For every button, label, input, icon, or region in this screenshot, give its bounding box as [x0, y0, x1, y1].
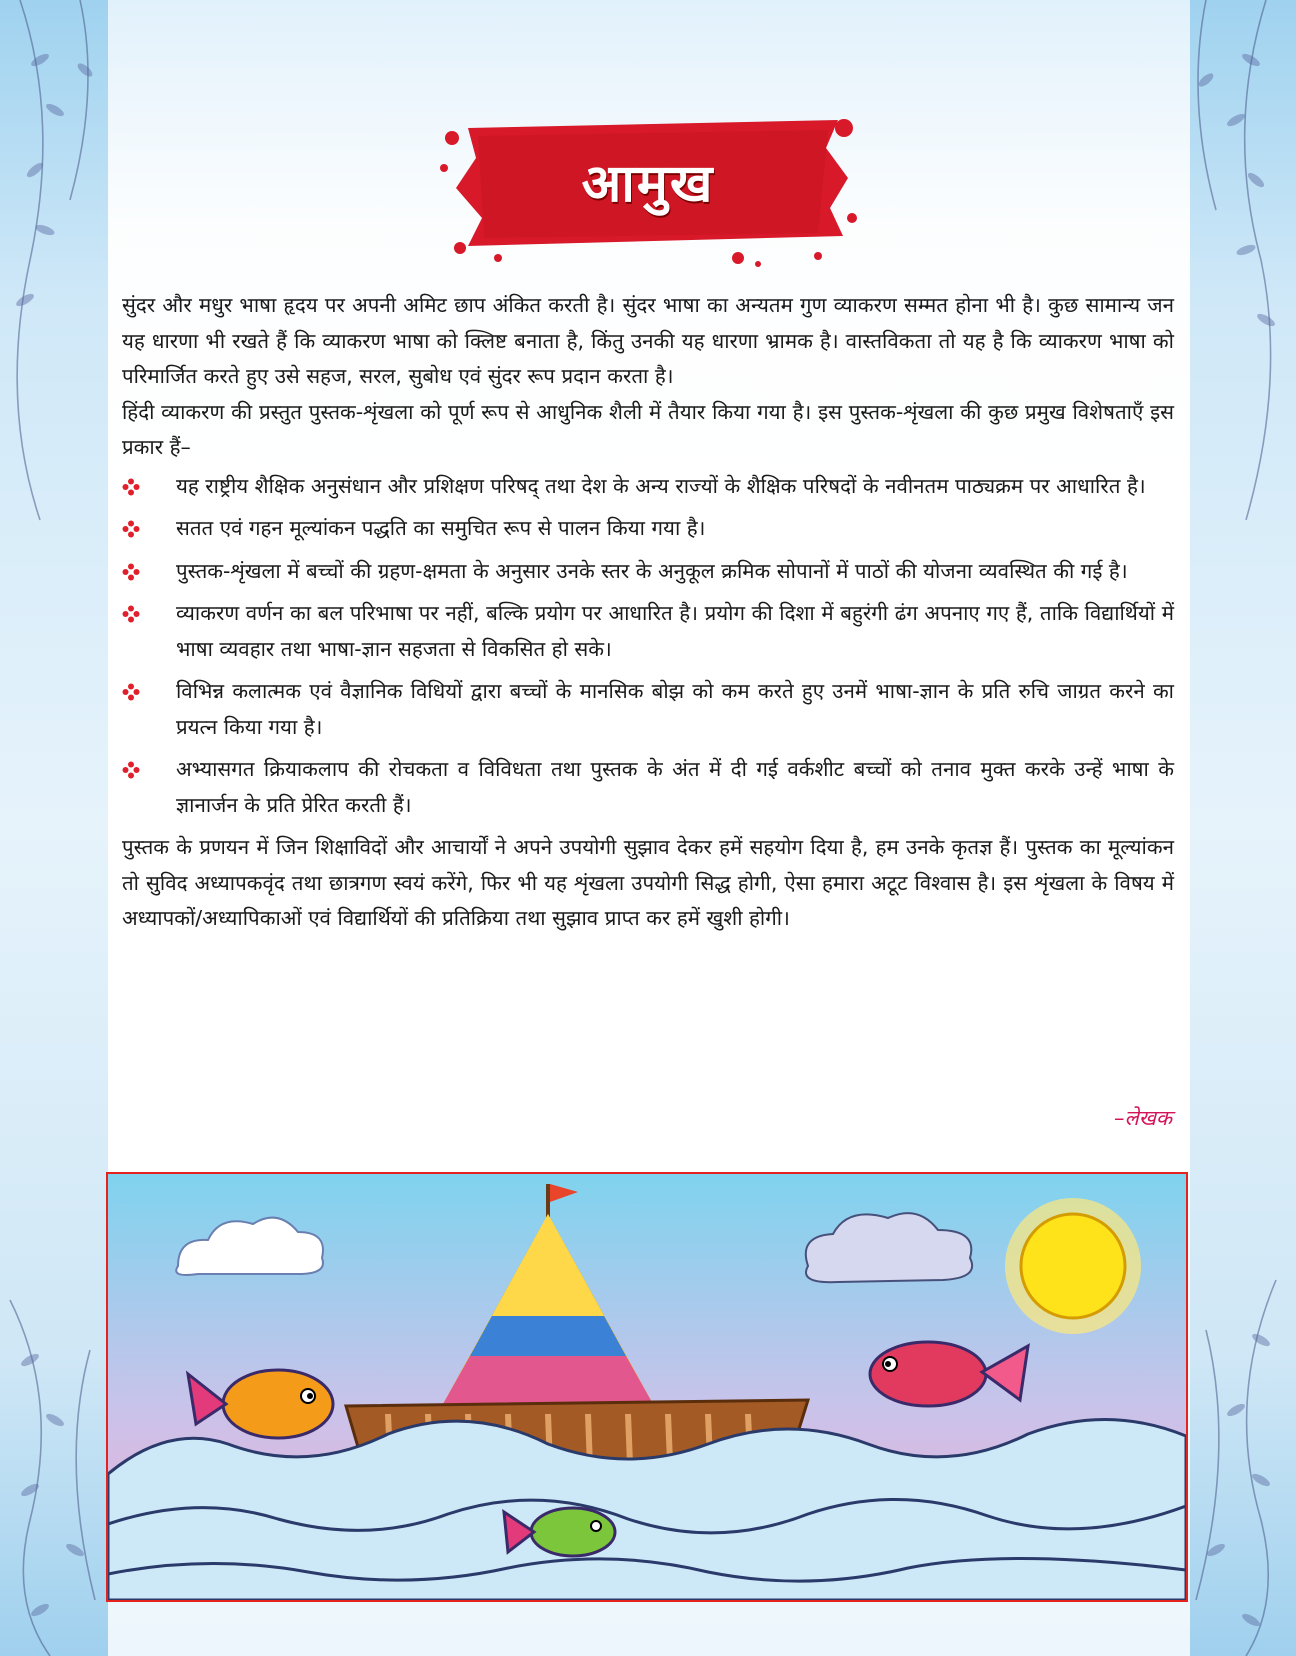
bullet-diamond-icon [122, 520, 140, 538]
bullet-diamond-icon [122, 563, 140, 581]
sun [1005, 1198, 1141, 1334]
list-item [122, 752, 1174, 823]
feature-text: पुस्तक-शृंखला में बच्चों की ग्रहण-क्षमता के अनुसार उनके स्तर के अनुकूल क्रमिक सोपानों में पाठों की योजना व्यवस्थित की गई है। [176, 558, 1128, 583]
features-list [122, 469, 1174, 824]
list-item [122, 469, 1174, 505]
bullet-diamond-icon [122, 683, 140, 701]
feature-text: सतत एवं गहन मूल्यांकन पद्धति का समुचित रूप से पालन किया गया है। [176, 516, 706, 540]
title-banner [438, 108, 858, 268]
sea-illustration [106, 1172, 1188, 1602]
list-item [122, 674, 1174, 745]
feature-text: विभिन्न कलात्मक एवं वैज्ञानिक विधियों द्वारा बच्चों के मानसिक बोझ को कम करते हुए उनमें भाषा-ज्ञान के प्रति रुचि जाग्रत करने का प्रयत्न किया गया है। [176, 679, 1174, 739]
bullet-diamond-icon [122, 478, 140, 496]
closing-paragraph: पुस्तक के प्रणयन में जिन शिक्षाविदों और आचार्यों ने अपने उपयोगी सुझाव देकर हमें सहयोग दिया है, हम उनके कृतज्ञ हैं। पुस्तक का मूल्यांकन तो सुविद अध्यापकवृंद तथा छात्रगण स्वयं करेंगे, फिर भी यह शृंखला उपयोगी सिद्ध होगी, ऐसा हमारा अटूट विश्वास है। इस शृंखला के विषय में अध्यापकों/अध्यापिकाओं एवं विद्यार्थियों की प्रतिक्रिया तथा सुझाव प्राप्त कर हमें खुशी होगी। [122, 835, 1174, 930]
intro-paragraph-2: हिंदी व्याकरण की प्रस्तुत पुस्तक-शृंखला को पूर्ण रूप से आधुनिक शैली में तैयार किया गया है। इस पुस्तक-शृंखला की कुछ प्रमुख विशेषताएँ इस प्रकार हैं– [122, 399, 1174, 459]
author-signature: –लेखक [1113, 1106, 1172, 1130]
list-item [122, 554, 1174, 590]
feature-text: यह राष्ट्रीय शैक्षिक अनुसंधान और प्रशिक्षण परिषद् तथा देश के अन्य राज्यों के शैक्षिक परिषदों के नवीनतम पाठ्यक्रम पर आधारित है। [176, 473, 1146, 498]
boat-scene [108, 1174, 1186, 1600]
list-item [122, 596, 1174, 667]
bullet-diamond-icon [122, 605, 140, 623]
bullet-diamond-icon [122, 761, 140, 779]
list-item [122, 511, 1174, 547]
page-title: आमुख [581, 154, 715, 214]
feature-text: व्याकरण वर्णन का बल परिभाषा पर नहीं, बल्कि प्रयोग पर आधारित है। प्रयोग की दिशा में बहुरंगी ढंग अपनाए गए हैं, ताकि विद्यार्थियों में भाषा व्यवहार तथा भाषा-ज्ञान सहजता से विकसित हो सके। [176, 601, 1174, 661]
foreword-content [122, 288, 1174, 937]
feature-text: अभ्यासगत क्रियाकलाप की रोचकता व विविधता तथा पुस्तक के अंत में दी गई वर्कशीट बच्चों को तनाव मुक्त करके उन्हें भाषा के ज्ञानार्जन के प्रति प्रेरित करती हैं। [176, 757, 1174, 817]
intro-paragraph-1: सुंदर और मधुर भाषा हृदय पर अपनी अमिट छाप अंकित करती है। सुंदर भाषा का अन्यतम गुण व्याकरण सम्मत होना भी है। कुछ सामान्य जन यह धारणा भी रखते हैं कि व्याकरण भाषा को क्लिष्ट बनाता है, किंतु उनकी यह धारणा भ्रामक है। वास्तविकता तो यह है कि व्याकरण भाषा को परिमार्जित करते हुए उसे सहज, सरल, सुबोध एवं सुंदर रूप प्रदान करता है। [122, 293, 1174, 388]
